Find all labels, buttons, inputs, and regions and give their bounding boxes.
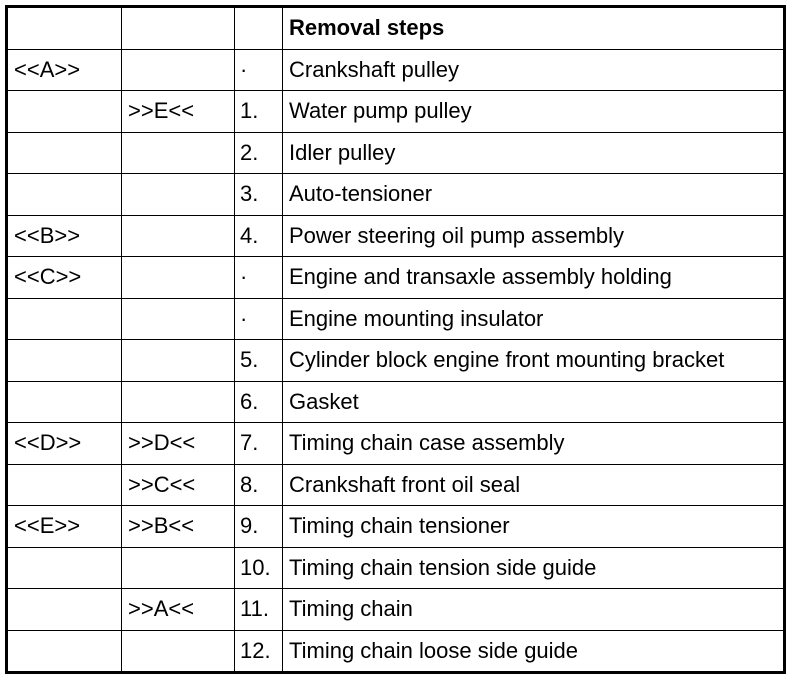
step-name-cell: Water pump pulley <box>283 91 785 133</box>
step-number-cell: · <box>235 49 283 91</box>
removal-ref-cell: <<C>> <box>7 257 122 299</box>
removal-ref-cell <box>7 340 122 382</box>
table-row <box>7 132 785 174</box>
table-row <box>7 381 785 423</box>
install-ref-cell <box>122 132 235 174</box>
removal-ref-cell <box>7 91 122 133</box>
table-row <box>7 547 785 589</box>
removal-ref-cell <box>7 630 122 673</box>
step-number-cell: · <box>235 257 283 299</box>
install-ref-cell <box>122 257 235 299</box>
removal-ref-cell: <<A>> <box>7 49 122 91</box>
step-number-cell: 7. <box>235 423 283 465</box>
step-number-cell: 4. <box>235 215 283 257</box>
step-number-cell: 8. <box>235 464 283 506</box>
removal-ref-cell <box>7 464 122 506</box>
step-number-cell: 2. <box>235 132 283 174</box>
install-ref-cell: >>C<< <box>122 464 235 506</box>
removal-ref-cell <box>7 174 122 216</box>
step-name-cell: Crankshaft front oil seal <box>283 464 785 506</box>
step-name-cell: Gasket <box>283 381 785 423</box>
table-row <box>7 257 785 299</box>
header-install-ref-cell <box>122 7 235 50</box>
table-row <box>7 464 785 506</box>
removal-ref-cell <box>7 547 122 589</box>
table-row <box>7 423 785 465</box>
step-number-cell: 12. <box>235 630 283 673</box>
removal-ref-cell <box>7 298 122 340</box>
install-ref-cell <box>122 340 235 382</box>
install-ref-cell: >>A<< <box>122 589 235 631</box>
removal-ref-cell <box>7 381 122 423</box>
table-row <box>7 340 785 382</box>
step-number-cell: 6. <box>235 381 283 423</box>
install-ref-cell <box>122 49 235 91</box>
table-row <box>7 589 785 631</box>
install-ref-cell <box>122 215 235 257</box>
step-name-cell: Timing chain case assembly <box>283 423 785 465</box>
step-name-cell: Timing chain <box>283 589 785 631</box>
removal-ref-cell: <<D>> <box>7 423 122 465</box>
install-ref-cell <box>122 547 235 589</box>
removal-ref-cell <box>7 589 122 631</box>
step-number-cell: · <box>235 298 283 340</box>
step-name-cell: Engine and transaxle assembly holding <box>283 257 785 299</box>
table-row <box>7 49 785 91</box>
table-row <box>7 506 785 548</box>
header-removal-ref-cell <box>7 7 122 50</box>
install-ref-cell: >>E<< <box>122 91 235 133</box>
step-number-cell: 11. <box>235 589 283 631</box>
table-body <box>7 7 785 673</box>
step-number-cell: 1. <box>235 91 283 133</box>
step-number-cell: 10. <box>235 547 283 589</box>
step-number-cell: 3. <box>235 174 283 216</box>
header-number-cell <box>235 7 283 50</box>
install-ref-cell: >>D<< <box>122 423 235 465</box>
step-name-cell: Timing chain tensioner <box>283 506 785 548</box>
step-name-cell: Timing chain tension side guide <box>283 547 785 589</box>
table-header-row <box>7 7 785 50</box>
install-ref-cell <box>122 298 235 340</box>
install-ref-cell <box>122 381 235 423</box>
step-name-cell: Auto-tensioner <box>283 174 785 216</box>
install-ref-cell <box>122 630 235 673</box>
table-row <box>7 174 785 216</box>
step-name-cell: Power steering oil pump assembly <box>283 215 785 257</box>
removal-steps-table <box>5 5 786 674</box>
install-ref-cell: >>B<< <box>122 506 235 548</box>
step-name-cell: Idler pulley <box>283 132 785 174</box>
removal-ref-cell: <<B>> <box>7 215 122 257</box>
removal-ref-cell <box>7 132 122 174</box>
step-name-cell: Timing chain loose side guide <box>283 630 785 673</box>
install-ref-cell <box>122 174 235 216</box>
header-title-cell: Removal steps <box>283 7 785 50</box>
step-name-cell: Cylinder block engine front mounting bracket <box>283 340 785 382</box>
table-row <box>7 630 785 673</box>
removal-ref-cell: <<E>> <box>7 506 122 548</box>
step-name-cell: Engine mounting insulator <box>283 298 785 340</box>
table-row <box>7 298 785 340</box>
table-row <box>7 215 785 257</box>
step-number-cell: 9. <box>235 506 283 548</box>
table-row <box>7 91 785 133</box>
step-number-cell: 5. <box>235 340 283 382</box>
step-name-cell: Crankshaft pulley <box>283 49 785 91</box>
